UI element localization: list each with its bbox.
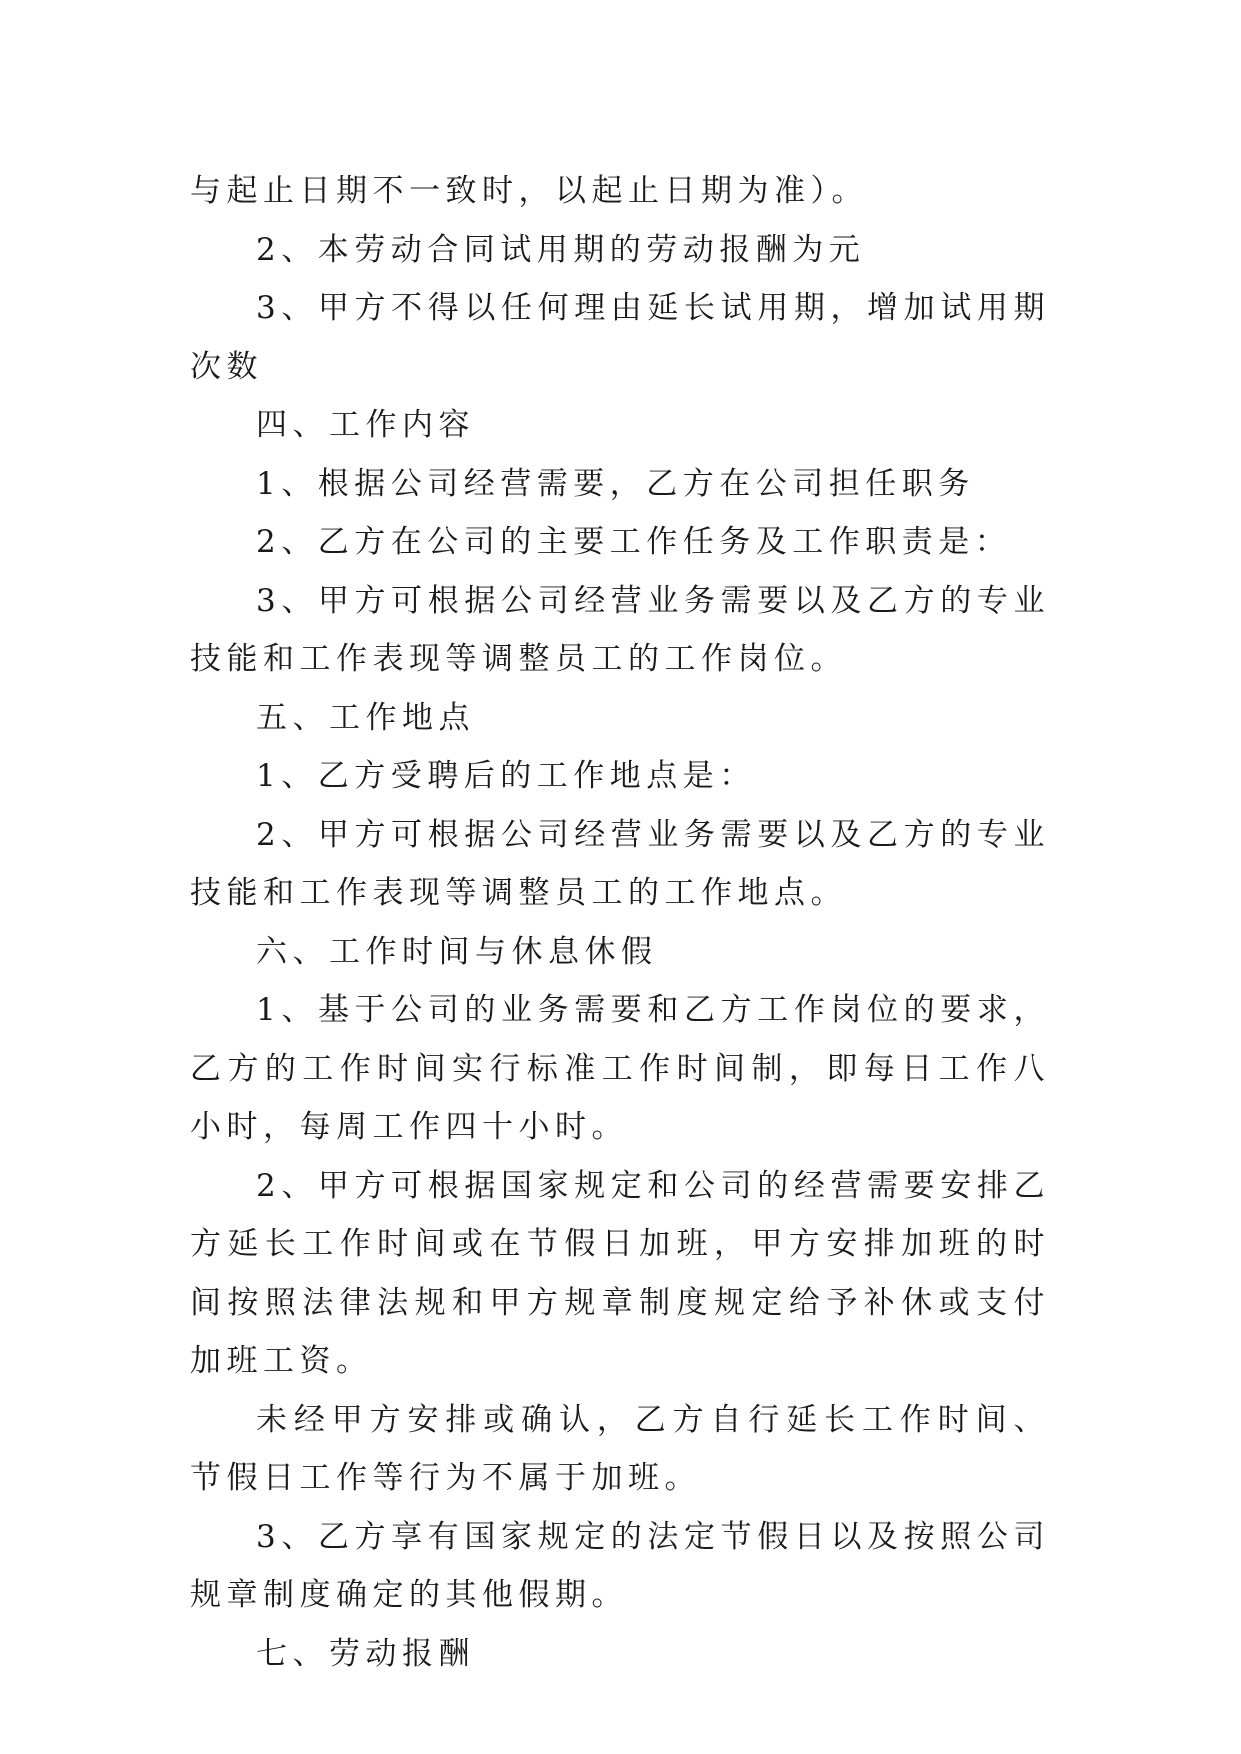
paragraph-standard-hours: 1、基于公司的业务需要和乙方工作岗位的要求，乙方的工作时间实行标准工作时间制，即每日工作八小时，每周工作四十小时。 (190, 992, 1050, 1145)
paragraph-probation-pay: 2、本劳动合同试用期的劳动报酬为元 (256, 231, 866, 268)
paragraph-holidays: 3、乙方享有国家规定的法定节假日以及按照公司规章制度确定的其他假期。 (190, 1518, 1050, 1613)
section-heading-working-hours: 六、工作时间与休息休假 (256, 933, 658, 970)
document-body (190, 162, 1050, 1683)
section-heading-remuneration: 七、劳动报酬 (256, 1635, 475, 1672)
paragraph-position: 1、根据公司经营需要，乙方在公司担任职务 (256, 465, 975, 502)
section-heading-work-content: 四、工作内容 (256, 407, 475, 443)
paragraph-location: 1、乙方受聘后的工作地点是： (256, 758, 756, 794)
paragraph-position-adjustment: 3、甲方可根据公司经营业务需要以及乙方的专业技能和工作表现等调整员工的工作岗位。 (190, 582, 1050, 677)
paragraph-date-note: 与起止日期不一致时，以起止日期为准）。 (190, 173, 868, 209)
paragraph-probation-extension: 3、甲方不得以任何理由延长试用期，增加试用期次数 (190, 290, 1050, 385)
paragraph-duties: 2、乙方在公司的主要工作任务及工作职责是： (256, 524, 1012, 560)
paragraph-location-adjustment: 2、甲方可根据公司经营业务需要以及乙方的专业技能和工作表现等调整员工的工作地点。 (190, 816, 1050, 911)
paragraph-overtime-exclusion: 未经甲方安排或确认，乙方自行延长工作时间、节假日工作等行为不属于加班。 (190, 1401, 1050, 1496)
section-heading-work-location: 五、工作地点 (256, 699, 475, 736)
paragraph-overtime: 2、甲方可根据国家规定和公司的经营需要安排乙方延长工作时间或在节假日加班，甲方安排加班的时间按照法律法规和甲方规章制度规定给予补休或支付加班工资。 (190, 1167, 1050, 1379)
